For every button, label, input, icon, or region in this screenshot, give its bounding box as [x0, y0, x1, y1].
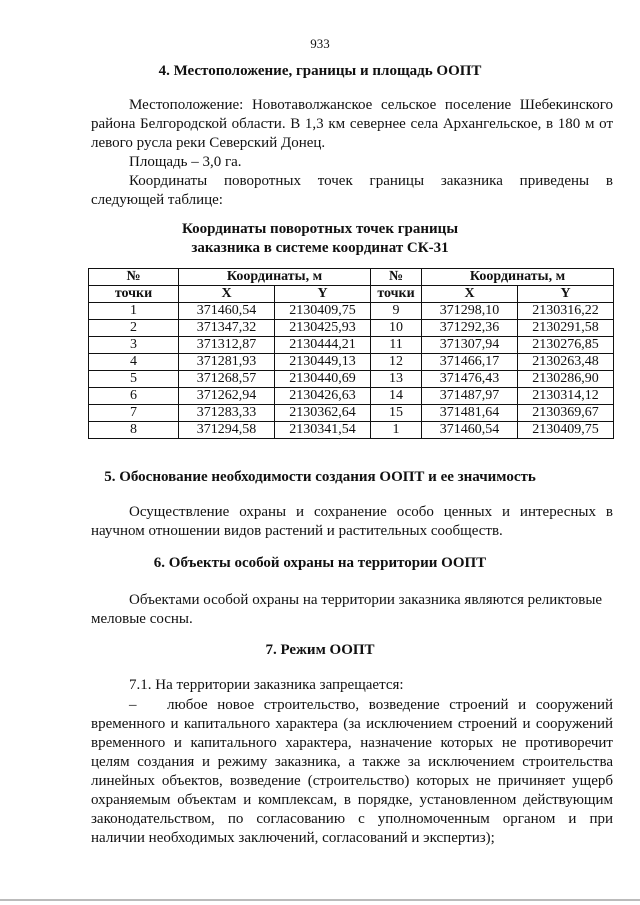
table-row: [89, 337, 614, 354]
item-line-first: [91, 696, 613, 715]
cell-point-right: 12: [371, 354, 422, 371]
cell-y-right: 2130409,75: [518, 422, 614, 439]
table-row: [89, 422, 614, 439]
cell-point-right: 1: [371, 422, 422, 439]
section-7-item: [91, 696, 613, 848]
cell-point-right: 11: [371, 337, 422, 354]
cell-point-left: 2: [89, 320, 179, 337]
cell-x-right: 371481,64: [422, 405, 518, 422]
item-line: охраняемым объектам и комплексам, в порядке, установленном действующим: [91, 792, 613, 808]
cell-x-right: 371460,54: [422, 422, 518, 439]
header-y-left: Y: [275, 286, 371, 303]
section-6-line: Объектами особой охраны на территории заказника являются реликтовые: [129, 592, 603, 608]
cell-y-left: 2130341,54: [275, 422, 371, 439]
cell-y-left: 2130425,93: [275, 320, 371, 337]
location-paragraph: [91, 96, 613, 153]
header-no-right: №: [371, 269, 422, 286]
cell-point-left: 4: [89, 354, 179, 371]
cell-x-left: 371281,93: [179, 354, 275, 371]
cell-y-left: 2130449,13: [275, 354, 371, 371]
cell-x-left: 371347,32: [179, 320, 275, 337]
table-row: [89, 320, 614, 337]
header-point-left: точки: [89, 286, 179, 303]
section-6-paragraph: [91, 591, 613, 629]
cell-y-right: 2130263,48: [518, 354, 614, 371]
cell-y-right: 2130369,67: [518, 405, 614, 422]
cell-x-left: 371294,58: [179, 422, 275, 439]
cell-y-left: 2130440,69: [275, 371, 371, 388]
cell-point-left: 6: [89, 388, 179, 405]
cell-x-right: 371476,43: [422, 371, 518, 388]
item-line: законодательством, по согласованию с уполномоченным органом и при: [91, 811, 613, 827]
section-6-line: меловые сосны.: [91, 611, 193, 627]
coords-intro-line: следующей таблице:: [91, 192, 223, 208]
table-title-line: заказника в системе координат СК-31: [191, 240, 449, 256]
cell-y-right: 2130276,85: [518, 337, 614, 354]
cell-y-right: 2130316,22: [518, 303, 614, 320]
cell-x-left: 371312,87: [179, 337, 275, 354]
cell-y-left: 2130362,64: [275, 405, 371, 422]
cell-x-right: 371307,94: [422, 337, 518, 354]
section-5-line: Осуществление охраны и сохранение особо ценных и интересных в: [129, 504, 613, 520]
cell-x-right: 371487,97: [422, 388, 518, 405]
cell-y-right: 2130314,12: [518, 388, 614, 405]
cell-x-left: 371460,54: [179, 303, 275, 320]
table-row: [89, 354, 614, 371]
header-no-left: №: [89, 269, 179, 286]
section-6-heading: 6. Объекты особой охраны на территории ООПТ: [153, 555, 487, 571]
cell-point-left: 8: [89, 422, 179, 439]
cell-x-left: 371268,57: [179, 371, 275, 388]
item-line: временного и капитального характера, назначение которых не противоречит: [91, 735, 613, 751]
clause-text: 7.1. На территории заказника запрещается:: [129, 677, 404, 693]
area-paragraph: [91, 153, 613, 172]
cell-point-left: 7: [89, 405, 179, 422]
table-row: [89, 388, 614, 405]
coordinates-table: [88, 268, 614, 439]
table-title-line: Координаты поворотных точек границы: [181, 221, 459, 237]
cell-x-right: 371292,36: [422, 320, 518, 337]
section-7-clause: [91, 676, 613, 695]
cell-point-left: 1: [89, 303, 179, 320]
header-x-left: X: [179, 286, 275, 303]
cell-point-right: 13: [371, 371, 422, 388]
table-row: [89, 303, 614, 320]
header-y-right: Y: [518, 286, 614, 303]
cell-y-right: 2130291,58: [518, 320, 614, 337]
cell-point-right: 14: [371, 388, 422, 405]
item-line: наличии необходимых заключений, согласований и экспертиз);: [91, 830, 495, 846]
cell-x-left: 371262,94: [179, 388, 275, 405]
coords-intro-line: Координаты поворотных точек границы заказника приведены в: [129, 173, 613, 189]
item-line: целям создания и режиму заказника, а также за исключением строительства: [91, 754, 613, 770]
cell-point-right: 15: [371, 405, 422, 422]
location-line: левого русла реки Северский Донец.: [91, 135, 326, 151]
section-5-paragraph: [91, 503, 613, 541]
header-coords-left: Координаты, м: [179, 269, 371, 286]
cell-y-right: 2130286,90: [518, 371, 614, 388]
cell-x-right: 371298,10: [422, 303, 518, 320]
item-line: линейных объектов, возведение (строительство) которых не причиняет ущерб: [91, 773, 613, 789]
cell-y-left: 2130409,75: [275, 303, 371, 320]
cell-point-right: 9: [371, 303, 422, 320]
coords-intro-paragraph: [91, 172, 613, 210]
cell-x-right: 371466,17: [422, 354, 518, 371]
cell-point-left: 5: [89, 371, 179, 388]
section-5-line: научном отношении видов растений и растительных сообществ.: [91, 523, 503, 539]
header-point-right: точки: [371, 286, 422, 303]
section-4-heading: 4. Местоположение, границы и площадь ООПТ: [158, 63, 482, 79]
cell-x-left: 371283,33: [179, 405, 275, 422]
dash: –: [129, 697, 137, 713]
table-row: [89, 405, 614, 422]
table-title: [0, 220, 640, 258]
cell-y-left: 2130426,63: [275, 388, 371, 405]
cell-point-left: 3: [89, 337, 179, 354]
location-line: района Белгородской области. В 1,3 км севернее села Архангельское, в 180 м от: [91, 116, 613, 132]
table-row: [89, 371, 614, 388]
header-coords-right: Координаты, м: [422, 269, 614, 286]
item-line: временного и капитального характера (за исключением строений и сооружений: [91, 716, 613, 732]
section-5-heading: 5. Обоснование необходимости создания ООПТ и ее значимость: [104, 469, 536, 485]
location-line: Местоположение: Новотаволжанское сельское поселение Шебекинского: [129, 97, 613, 113]
area-text: Площадь – 3,0 га.: [129, 154, 242, 170]
header-x-right: X: [422, 286, 518, 303]
page-number: 933: [310, 36, 330, 51]
item-line-text: любое новое строительство, возведение строений и сооружений: [167, 697, 613, 713]
section-7-heading: 7. Режим ООПТ: [265, 642, 375, 658]
cell-point-right: 10: [371, 320, 422, 337]
bottom-edge-line: [0, 899, 640, 901]
cell-y-left: 2130444,21: [275, 337, 371, 354]
